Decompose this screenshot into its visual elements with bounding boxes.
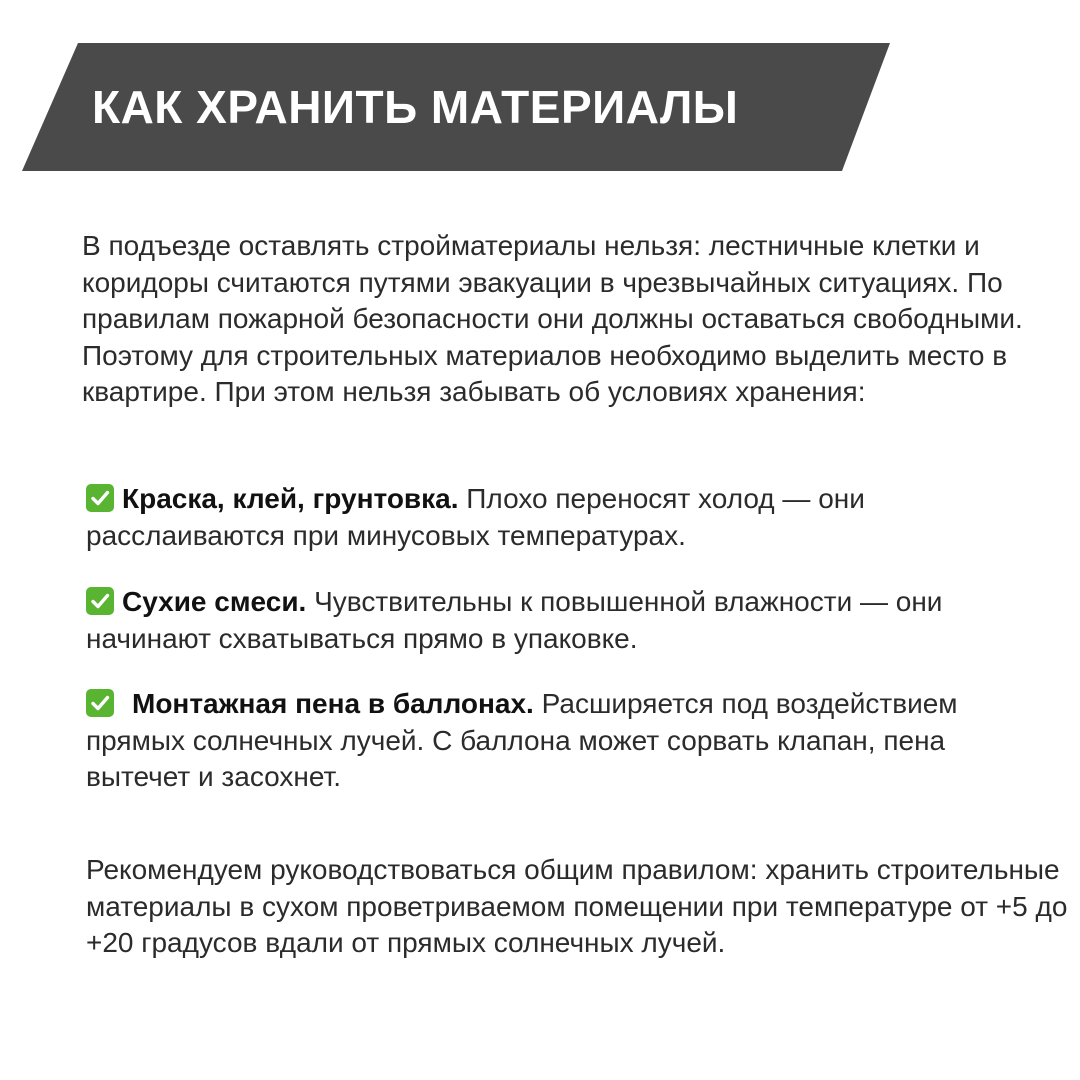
list-item-dry-mixes xyxy=(86,584,1026,657)
list-item-paint xyxy=(86,481,1026,554)
list-item-text: Расширяется под воздействием прямых солнечных лучей. С баллона может сорвать клапан, пена вытечет и засохнет. xyxy=(86,688,958,792)
page-title: КАК ХРАНИТЬ МАТЕРИАЛЫ xyxy=(92,81,739,133)
list-item-text: Чувствительны к повышенной влажности — они начинают схватываться прямо в упаковке. xyxy=(86,586,943,654)
check-mark-icon xyxy=(86,587,114,615)
list-item-text: Плохо переносят холод — они расслаиваются при минусовых температурах. xyxy=(86,483,865,551)
outro-paragraph: Рекомендуем руководствоваться общим правилом: хранить строительные материалы в сухом проветриваемом помещении при температуре от +5 до +20 градусов вдали от прямых солнечных лучей. xyxy=(86,854,1068,958)
intro-paragraph: В подъезде оставлять стройматериалы нельзя: лестничные клетки и коридоры считаются путями эвакуации в чрезвычайных ситуациях. По правилам пожарной безопасности они должны оставаться свободными. Поэтому для строительных материалов необходимо выделить место в квартире. При этом нельзя забывать об условиях хранения: xyxy=(82,230,1023,407)
list-item-title: Сухие смеси. xyxy=(122,586,307,617)
list-item-title: Монтажная пена в баллонах. xyxy=(132,688,534,719)
list-item-foam xyxy=(86,686,1026,796)
check-mark-icon xyxy=(86,484,114,512)
list-item-title: Краска, клей, грунтовка. xyxy=(122,483,459,514)
check-mark-icon xyxy=(86,689,114,717)
